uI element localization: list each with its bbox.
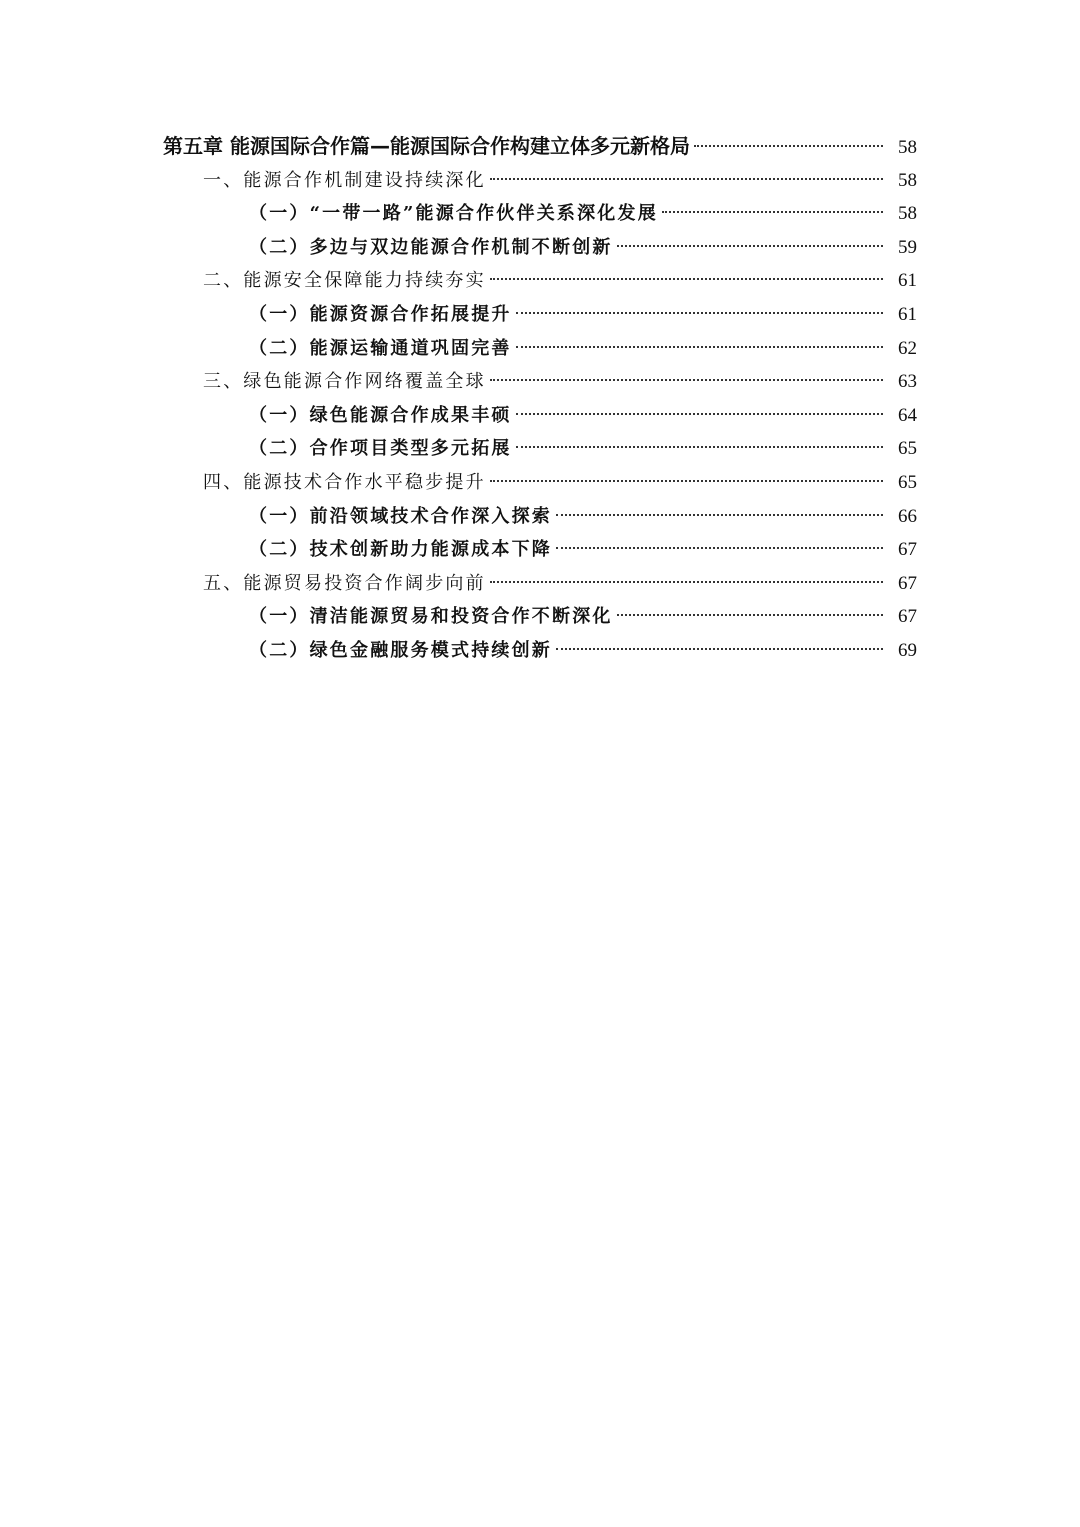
toc-entry-title: （二）多边与双边能源合作机制不断创新 — [249, 236, 613, 258]
dot-leader — [516, 413, 883, 415]
toc-entry-title: （一）绿色能源合作成果丰硕 — [249, 404, 512, 426]
toc-entry-page-number: 61 — [898, 270, 917, 292]
dot-leader — [490, 581, 883, 583]
dot-leader — [490, 278, 883, 280]
toc-entry-page-number: 67 — [898, 606, 917, 628]
dot-leader — [516, 346, 883, 348]
toc-entry-page-number: 61 — [898, 303, 917, 325]
toc-entry-title: （一）清洁能源贸易和投资合作不断深化 — [249, 606, 613, 628]
toc-section-entry — [163, 466, 917, 500]
toc-subsection-entry — [163, 399, 917, 433]
toc-entry-page-number: 65 — [898, 471, 917, 493]
toc-entry-page-number: 58 — [898, 137, 917, 158]
dot-leader — [694, 145, 883, 147]
toc-entry-page-number: 67 — [898, 539, 917, 561]
toc-subsection-entry — [163, 231, 917, 265]
dot-leader — [556, 547, 883, 549]
table-of-contents — [163, 130, 917, 668]
dot-leader — [617, 614, 883, 616]
toc-entry-page-number: 62 — [898, 337, 917, 359]
toc-entry-page-number: 66 — [898, 505, 917, 527]
toc-entry-page-number: 59 — [898, 236, 917, 258]
dot-leader — [556, 514, 883, 516]
toc-entry-title: （一）前沿领域技术合作深入探索 — [249, 505, 552, 527]
toc-chapter-entry — [163, 130, 917, 164]
toc-subsection-entry — [163, 197, 917, 231]
dot-leader — [516, 312, 883, 314]
dot-leader — [556, 648, 883, 650]
toc-subsection-entry — [163, 332, 917, 366]
toc-entry-page-number: 58 — [898, 203, 917, 225]
toc-entry-title: （二）合作项目类型多元拓展 — [249, 438, 512, 460]
dot-leader — [490, 379, 883, 381]
toc-entry-title: （一）能源资源合作拓展提升 — [249, 303, 512, 325]
toc-entry-title: 三、绿色能源合作网络覆盖全球 — [203, 371, 486, 393]
toc-entry-page-number: 64 — [898, 404, 917, 426]
toc-entry-title: （二）技术创新助力能源成本下降 — [249, 539, 552, 561]
toc-entry-page-number: 58 — [898, 169, 917, 191]
toc-entry-page-number: 67 — [898, 572, 917, 594]
toc-entry-title: 二、能源安全保障能力持续夯实 — [203, 270, 486, 292]
toc-entry-title: （二）能源运输通道巩固完善 — [249, 337, 512, 359]
toc-entry-title: 第五章 能源国际合作篇—能源国际合作构建立体多元新格局 — [163, 134, 690, 158]
toc-entry-title: 四、能源技术合作水平稳步提升 — [203, 471, 486, 493]
toc-section-entry — [163, 567, 917, 601]
toc-entry-page-number: 65 — [898, 438, 917, 460]
toc-subsection-entry — [163, 634, 917, 668]
toc-entry-title: （一）“一带一路”能源合作伙伴关系深化发展 — [249, 203, 658, 225]
toc-section-entry — [163, 164, 917, 198]
dot-leader — [617, 245, 883, 247]
toc-subsection-entry — [163, 298, 917, 332]
dot-leader — [516, 446, 883, 448]
toc-entry-page-number: 63 — [898, 371, 917, 393]
dot-leader — [662, 211, 883, 213]
toc-entry-page-number: 69 — [898, 639, 917, 661]
dot-leader — [490, 178, 883, 180]
toc-section-entry — [163, 365, 917, 399]
toc-section-entry — [163, 264, 917, 298]
toc-subsection-entry — [163, 500, 917, 534]
toc-entry-title: 一、能源合作机制建设持续深化 — [203, 169, 486, 191]
dot-leader — [490, 480, 883, 482]
toc-subsection-entry — [163, 432, 917, 466]
toc-entry-title: 五、能源贸易投资合作阔步向前 — [203, 572, 486, 594]
toc-subsection-entry — [163, 600, 917, 634]
toc-entry-title: （二）绿色金融服务模式持续创新 — [249, 639, 552, 661]
toc-subsection-entry — [163, 533, 917, 567]
